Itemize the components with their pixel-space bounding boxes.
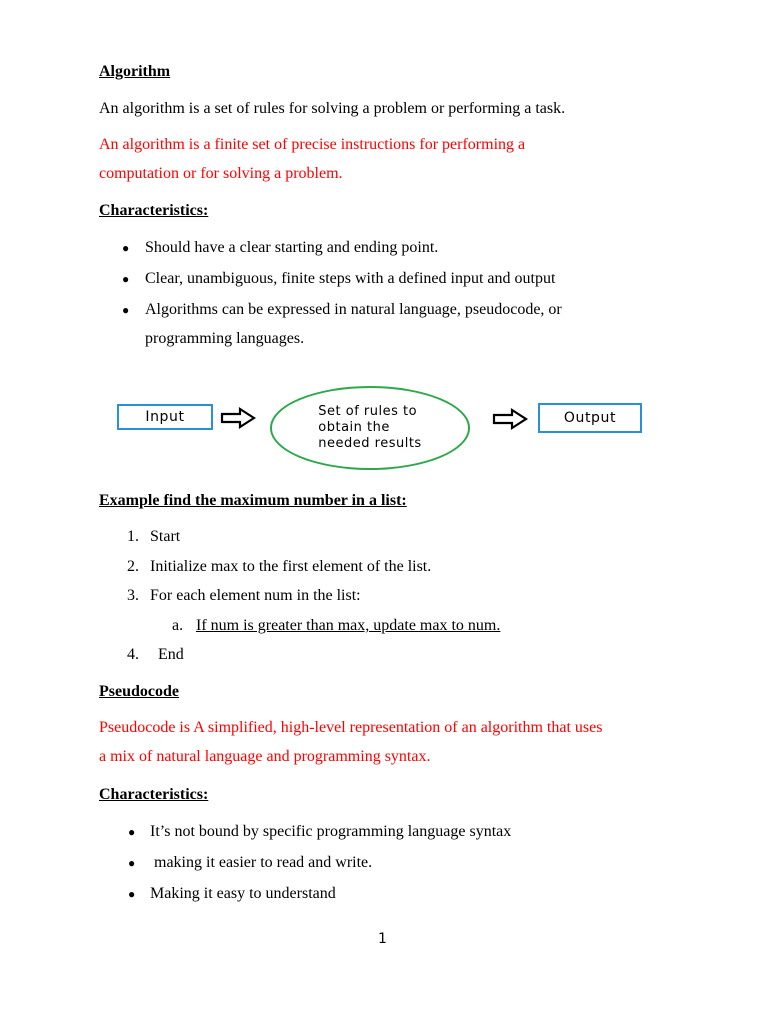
pseudocode-characteristics-heading: Characteristics: bbox=[99, 786, 209, 803]
page-number: 1 bbox=[378, 931, 387, 947]
bullet-icon: ● bbox=[122, 303, 130, 317]
pseudocode-definition-line2: a mix of natural language and programming syntax. bbox=[99, 748, 431, 765]
arrow-right-icon bbox=[492, 407, 530, 431]
example-step-text: Start bbox=[150, 528, 181, 545]
example-step-number: 4. bbox=[127, 646, 139, 663]
process-text-line2: obtain the bbox=[318, 420, 390, 435]
algorithm-heading: Algorithm bbox=[99, 63, 171, 80]
example-step-text: Initialize max to the first element of the list. bbox=[150, 558, 432, 575]
bullet-icon: ● bbox=[128, 856, 136, 870]
algorithm-definition: An algorithm is a set of rules for solving a problem or performing a task. bbox=[99, 100, 566, 117]
pseudocode-heading: Pseudocode bbox=[99, 683, 179, 700]
output-box bbox=[538, 403, 642, 433]
bullet-icon: ● bbox=[128, 825, 136, 839]
pseudocode-characteristic-item: Making it easy to understand bbox=[150, 885, 336, 902]
example-step-number: 3. bbox=[127, 587, 139, 604]
bullet-icon: ● bbox=[128, 887, 136, 901]
bullet-icon: ● bbox=[122, 241, 130, 255]
algorithm-characteristic-item: Algorithms can be expressed in natural language, pseudocode, or bbox=[145, 301, 562, 318]
example-step-number: 2. bbox=[127, 558, 139, 575]
algorithm-formal-definition-line2: computation or for solving a problem. bbox=[99, 165, 343, 182]
pseudocode-characteristic-item: making it easier to read and write. bbox=[150, 854, 373, 871]
example-step-text: End bbox=[158, 646, 184, 663]
example-substep-text: If num is greater than max, update max to num. bbox=[196, 617, 501, 634]
example-step-number: 1. bbox=[127, 528, 139, 545]
output-label: Output bbox=[563, 410, 617, 426]
algorithm-formal-definition-line1: An algorithm is a finite set of precise instructions for performing a bbox=[99, 136, 526, 153]
bullet-icon: ● bbox=[122, 272, 130, 286]
input-box bbox=[117, 404, 213, 430]
input-label: Input bbox=[145, 409, 185, 425]
arrow-right-icon bbox=[220, 406, 258, 430]
process-text-line1: Set of rules to bbox=[318, 404, 418, 419]
algorithm-characteristic-continuation: programming languages. bbox=[145, 330, 305, 347]
example-heading: Example find the maximum number in a list: bbox=[99, 492, 407, 509]
algorithm-characteristic-item: Should have a clear starting and ending point. bbox=[145, 239, 439, 256]
algorithm-characteristics-heading: Characteristics: bbox=[99, 202, 209, 219]
example-substep-letter: a. bbox=[172, 617, 184, 634]
algorithm-flow-diagram bbox=[110, 384, 650, 474]
process-ellipse bbox=[270, 386, 470, 470]
example-step-text: For each element num in the list: bbox=[150, 587, 361, 604]
pseudocode-characteristic-item: It’s not bound by specific programming language syntax bbox=[150, 823, 512, 840]
process-text-line3: needed results bbox=[318, 436, 422, 451]
pseudocode-definition-line1: Pseudocode is A simplified, high-level representation of an algorithm that uses bbox=[99, 719, 603, 736]
algorithm-characteristic-item: Clear, unambiguous, finite steps with a defined input and output bbox=[145, 270, 556, 287]
